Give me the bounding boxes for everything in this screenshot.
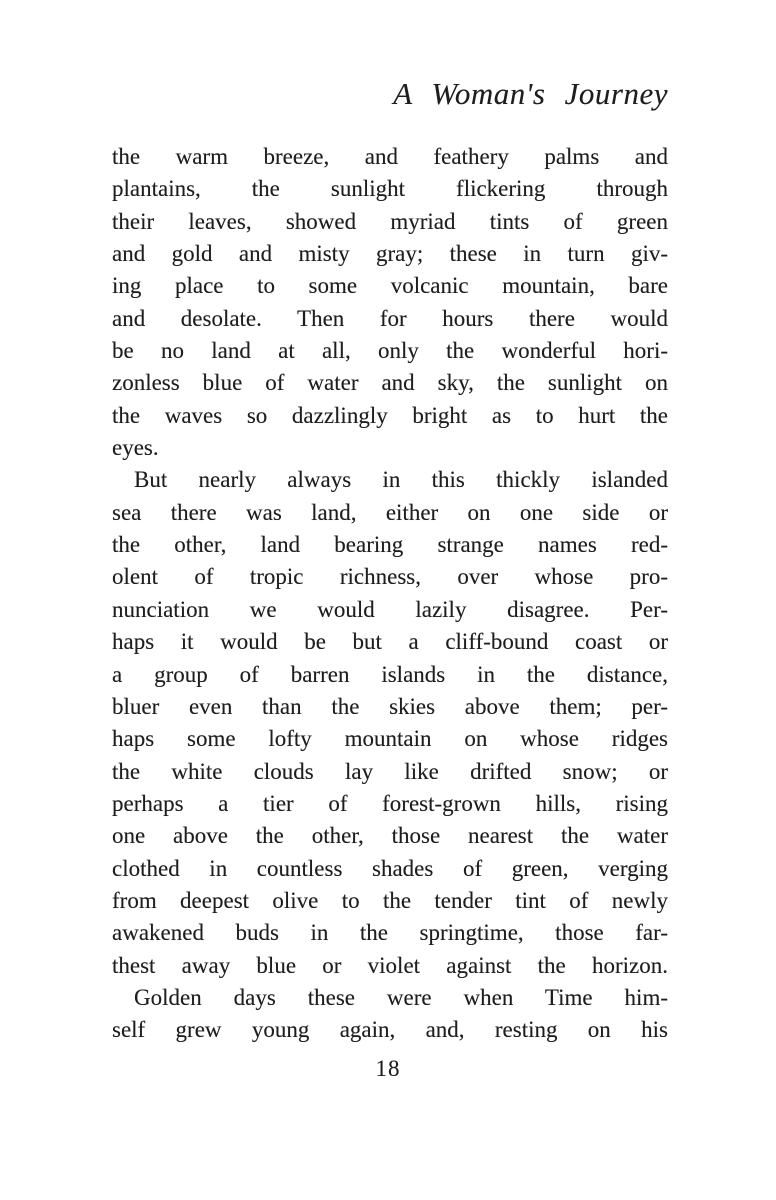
- text-line: one above the other, those nearest the water: [112, 823, 668, 849]
- text-line: self grew young again, and, resting on his: [112, 1017, 668, 1043]
- text-line: thest away blue or violet against the horizon.: [112, 952, 668, 978]
- text-line: bluer even than the skies above them; per-: [112, 693, 668, 719]
- text-line: plantains, the sunlight flickering through: [112, 176, 668, 202]
- text-line: the warm breeze, and feathery palms and: [112, 144, 668, 169]
- text-line: eyes.: [112, 435, 159, 461]
- text-line: and gold and misty gray; these in turn giv-: [112, 241, 668, 267]
- text-line: the waves so dazzlingly bright as to hurt the: [112, 402, 668, 428]
- text-line: perhaps a tier of forest-grown hills, rising: [112, 790, 668, 816]
- text-line: nunciation we would lazily disagree. Per-: [112, 596, 668, 622]
- text-line: be no land at all, only the wonderful hori-: [112, 338, 668, 364]
- text-line: a group of barren islands in the distance,: [112, 661, 668, 687]
- text-line: clothed in countless shades of green, verging: [112, 855, 668, 881]
- text-line: ing place to some volcanic mountain, bare: [112, 273, 668, 299]
- text-line: zonless blue of water and sky, the sunlight on: [112, 370, 668, 396]
- text-line: the white clouds lay like drifted snow; or: [112, 758, 668, 784]
- text-line: But nearly always in this thickly islanded: [134, 467, 668, 493]
- page-number: 18: [375, 1056, 401, 1081]
- text-line: their leaves, showed myriad tints of green: [112, 208, 668, 234]
- text-line: the other, land bearing strange names red-: [112, 532, 668, 558]
- page-body: [112, 141, 668, 1047]
- text-line: haps it would be but a cliff-bound coast or: [112, 629, 668, 655]
- text-line: from deepest olive to the tender tint of newly: [112, 887, 668, 913]
- text-line: haps some lofty mountain on whose ridges: [112, 726, 668, 752]
- text-line: and desolate. Then for hours there would: [112, 305, 668, 331]
- text-line: sea there was land, either on one side or: [112, 499, 668, 525]
- running-header: A Woman's Journey: [393, 76, 668, 111]
- text-line: Golden days these were when Time him-: [134, 984, 668, 1010]
- text-line: awakened buds in the springtime, those far-: [112, 920, 668, 946]
- text-line: olent of tropic richness, over whose pro-: [112, 564, 668, 590]
